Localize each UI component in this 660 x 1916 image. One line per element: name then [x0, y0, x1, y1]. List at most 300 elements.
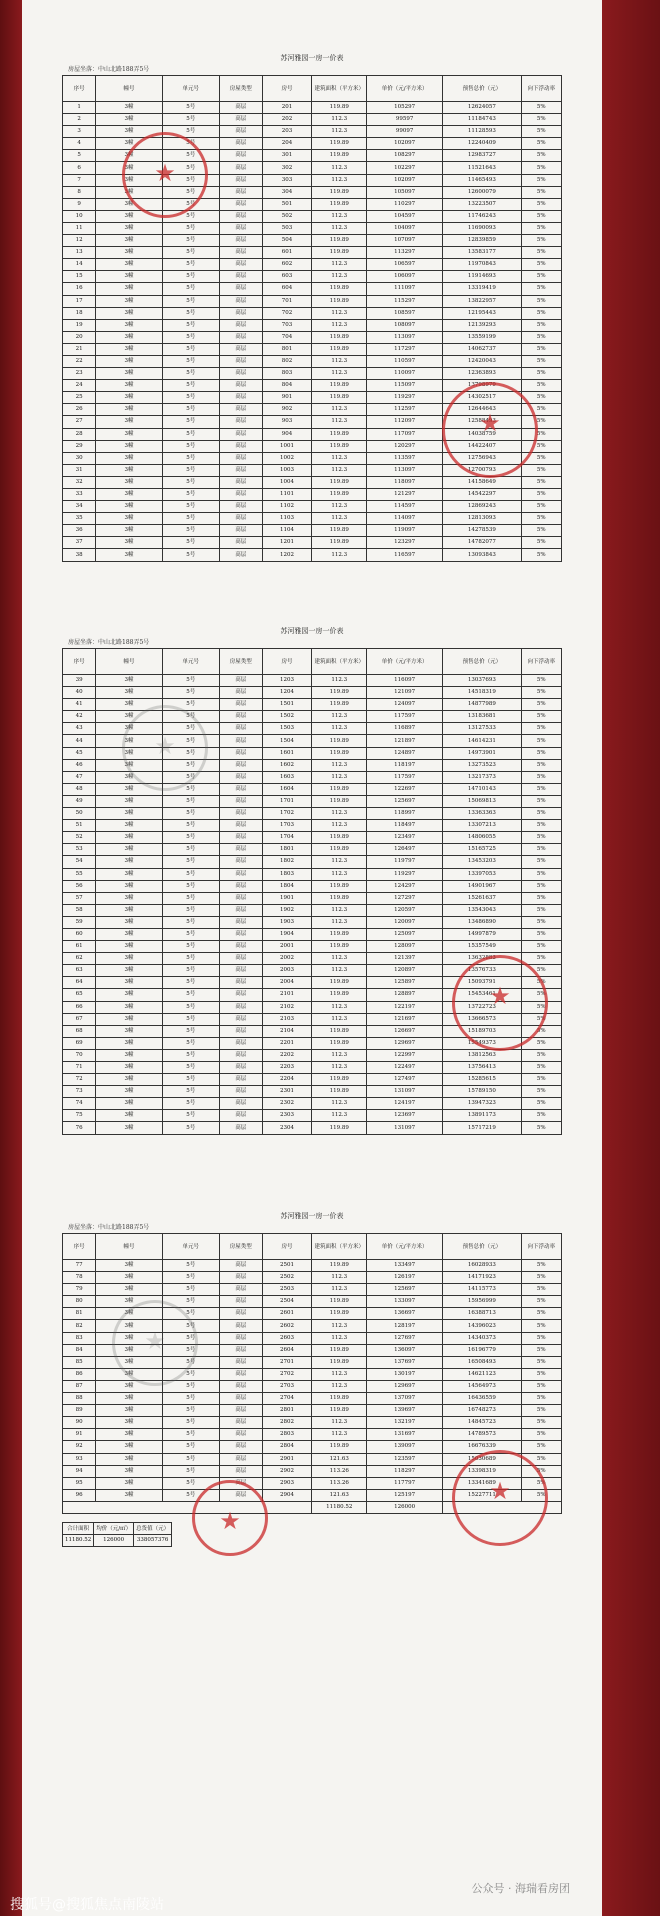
table-cell: 12600079: [443, 186, 521, 198]
table-cell: 5%: [521, 501, 561, 513]
table-cell: 高层: [219, 162, 262, 174]
table-cell: 110097: [367, 368, 443, 380]
table-cell: 27: [63, 416, 96, 428]
table-cell: 119.89: [312, 832, 367, 844]
table-cell: 高层: [219, 916, 262, 928]
table-cell: 703: [262, 319, 312, 331]
table-cell: 112.3: [312, 1272, 367, 1284]
table-cell: 119.89: [312, 1025, 367, 1037]
table-cell: 5%: [521, 977, 561, 989]
table-cell: 5%: [521, 892, 561, 904]
table-cell: 102297: [367, 162, 443, 174]
table-cell: 5号: [162, 1441, 219, 1453]
table-cell: 112.3: [312, 416, 367, 428]
table-cell: 高层: [219, 699, 262, 711]
table-row: [63, 501, 562, 513]
table-cell: 202: [262, 114, 312, 126]
table-cell: 136097: [367, 1344, 443, 1356]
table-cell: 3幢: [96, 295, 163, 307]
table-row: [63, 747, 562, 759]
table-cell: 119.89: [312, 102, 367, 114]
table-cell: 高层: [219, 820, 262, 832]
table-cell: 5%: [521, 186, 561, 198]
table-cell: 3幢: [96, 953, 163, 965]
table-cell: 122997: [367, 1049, 443, 1061]
table-cell: 15069813: [443, 795, 521, 807]
table-cell: 3幢: [96, 222, 163, 234]
table-cell: 5%: [521, 989, 561, 1001]
table-cell: 504: [262, 235, 312, 247]
table-row: [63, 759, 562, 771]
table-cell: 5%: [521, 1453, 561, 1465]
table-cell: 12363893: [443, 368, 521, 380]
table-cell: 3幢: [96, 1308, 163, 1320]
table-cell: 2704: [262, 1393, 312, 1405]
table-cell: 1801: [262, 844, 312, 856]
table-cell: 601: [262, 247, 312, 259]
table-cell: 高层: [219, 138, 262, 150]
table-cell: 2201: [262, 1037, 312, 1049]
table-cell: 3幢: [96, 380, 163, 392]
table-cell: 120297: [367, 440, 443, 452]
column-header: 单元号: [162, 76, 219, 102]
table-cell: 13398319: [443, 1465, 521, 1477]
table-cell: 3幢: [96, 283, 163, 295]
table-cell: 124197: [367, 1098, 443, 1110]
table-cell: 107097: [367, 235, 443, 247]
table-cell: 5%: [521, 102, 561, 114]
table-cell: 119.89: [312, 699, 367, 711]
table-cell: 12813093: [443, 513, 521, 525]
table-cell: 123497: [367, 832, 443, 844]
table-cell: 3幢: [96, 271, 163, 283]
table-cell: 119.89: [312, 1393, 367, 1405]
table-cell: 5%: [521, 295, 561, 307]
table-cell: 1503: [262, 723, 312, 735]
table-cell: 1002: [262, 452, 312, 464]
table-cell: 14518319: [443, 687, 521, 699]
table-cell: 49: [63, 795, 96, 807]
table-cell: 14115773: [443, 1284, 521, 1296]
table-cell: 60: [63, 928, 96, 940]
table-cell: 126197: [367, 1272, 443, 1284]
table-cell: 124897: [367, 747, 443, 759]
table-row: [63, 687, 562, 699]
table-cell: 117597: [367, 771, 443, 783]
table-row: [63, 416, 562, 428]
table-cell: 高层: [219, 965, 262, 977]
table-cell: 高层: [219, 355, 262, 367]
table-cell: 52: [63, 832, 96, 844]
table-cell: 7: [63, 174, 96, 186]
table-cell: 高层: [219, 319, 262, 331]
table-cell: 112.3: [312, 808, 367, 820]
column-header: 预售总价（元）: [443, 76, 521, 102]
table-cell: 5%: [521, 222, 561, 234]
table-cell: 114597: [367, 501, 443, 513]
table-cell: 105297: [367, 102, 443, 114]
table-cell: 3幢: [96, 114, 163, 126]
price-table: [62, 1233, 562, 1514]
table-cell: 133497: [367, 1260, 443, 1272]
table-row: [63, 1441, 562, 1453]
table-cell: 116097: [367, 675, 443, 687]
table-cell: 14171923: [443, 1272, 521, 1284]
table-cell: 3幢: [96, 307, 163, 319]
table-cell: 3幢: [96, 1098, 163, 1110]
table-cell: 5%: [521, 416, 561, 428]
column-header: 房屋类型: [219, 76, 262, 102]
table-cell: 16676339: [443, 1441, 521, 1453]
table-cell: 5号: [162, 186, 219, 198]
table-cell: 117297: [367, 343, 443, 355]
table-cell: 3幢: [96, 759, 163, 771]
table-cell: 113.26: [312, 1477, 367, 1489]
table-row: [63, 1429, 562, 1441]
table-cell: 5%: [521, 880, 561, 892]
table-cell: 13273523: [443, 759, 521, 771]
table-cell: 5%: [521, 210, 561, 222]
table-cell: 129697: [367, 1380, 443, 1392]
table-cell: 3幢: [96, 844, 163, 856]
table-cell: 3幢: [96, 965, 163, 977]
table-row: [63, 953, 562, 965]
table-cell: 3幢: [96, 259, 163, 271]
table-cell: 5号: [162, 832, 219, 844]
table-cell: 5号: [162, 928, 219, 940]
table-cell: 119.89: [312, 989, 367, 1001]
table-cell: 3幢: [96, 675, 163, 687]
table-cell: 2902: [262, 1465, 312, 1477]
table-cell: 13341689: [443, 1477, 521, 1489]
table-cell: 高层: [219, 1489, 262, 1501]
table-cell: 5%: [521, 953, 561, 965]
table-cell: 5%: [521, 1098, 561, 1110]
table-cell: 5%: [521, 820, 561, 832]
table-cell: 高层: [219, 771, 262, 783]
table-cell: 高层: [219, 1465, 262, 1477]
table-cell: 5%: [521, 464, 561, 476]
table-cell: 88: [63, 1393, 96, 1405]
table-cell: 15285615: [443, 1074, 521, 1086]
table-cell: 113.26: [312, 1465, 367, 1477]
table-cell: 5号: [162, 771, 219, 783]
table-cell: 112.3: [312, 319, 367, 331]
table-cell: 112.3: [312, 1320, 367, 1332]
table-cell: 119.89: [312, 343, 367, 355]
table-cell: 5%: [521, 675, 561, 687]
table-cell: 2504: [262, 1296, 312, 1308]
table-cell: 136697: [367, 1308, 443, 1320]
table-cell: 5%: [521, 1122, 561, 1134]
table-cell: 119.89: [312, 476, 367, 488]
table-cell: 5号: [162, 699, 219, 711]
table-cell: 5号: [162, 1074, 219, 1086]
table-cell: 119.89: [312, 186, 367, 198]
table-cell: 3幢: [96, 735, 163, 747]
table-cell: 3幢: [96, 1260, 163, 1272]
table-cell: 14564973: [443, 1380, 521, 1392]
table-cell: 高层: [219, 1260, 262, 1272]
table-cell: 108297: [367, 150, 443, 162]
table-cell: 3幢: [96, 723, 163, 735]
table-cell: 11: [63, 222, 96, 234]
table-cell: 高层: [219, 1013, 262, 1025]
table-cell: 201: [262, 102, 312, 114]
table-cell: 5%: [521, 1025, 561, 1037]
column-header: 序号: [63, 1234, 96, 1260]
table-cell: 113597: [367, 452, 443, 464]
table-cell: 14158649: [443, 476, 521, 488]
table-cell: 702: [262, 307, 312, 319]
table-cell: 3幢: [96, 1122, 163, 1134]
table-cell: 高层: [219, 747, 262, 759]
table-cell: 15261637: [443, 892, 521, 904]
table-cell: 2502: [262, 1272, 312, 1284]
table-cell: 14422407: [443, 440, 521, 452]
table-cell: 131097: [367, 1122, 443, 1134]
column-header: 单元号: [162, 649, 219, 675]
table-cell: 3幢: [96, 1380, 163, 1392]
table-cell: 高层: [219, 368, 262, 380]
table-cell: 112.3: [312, 1001, 367, 1013]
table-cell: 16196779: [443, 1344, 521, 1356]
table-cell: 1504: [262, 735, 312, 747]
table-cell: 3幢: [96, 1441, 163, 1453]
column-header: 幢号: [96, 649, 163, 675]
table-cell: 5号: [162, 343, 219, 355]
table-cell: 15549373: [443, 1037, 521, 1049]
table-cell: 2901: [262, 1453, 312, 1465]
table-cell: 高层: [219, 247, 262, 259]
table-cell: 125197: [367, 1489, 443, 1501]
table-row: [63, 489, 562, 501]
table-cell: 高层: [219, 904, 262, 916]
table-cell: 5号: [162, 820, 219, 832]
table-cell: 5号: [162, 1332, 219, 1344]
table-cell: 63: [63, 965, 96, 977]
table-row: [63, 102, 562, 114]
table-cell: 16: [63, 283, 96, 295]
table-cell: 119.89: [312, 783, 367, 795]
table-cell: 5%: [521, 440, 561, 452]
table-cell: 121097: [367, 687, 443, 699]
table-cell: 33: [63, 489, 96, 501]
table-cell: 119097: [367, 525, 443, 537]
table-cell: 3幢: [96, 1272, 163, 1284]
table-cell: 132197: [367, 1417, 443, 1429]
table-row: [63, 1086, 562, 1098]
table-cell: 112.3: [312, 162, 367, 174]
column-header: 向下浮动率: [521, 649, 561, 675]
table-cell: 122197: [367, 1001, 443, 1013]
table-cell: 高层: [219, 844, 262, 856]
table-cell: 68: [63, 1025, 96, 1037]
table-cell: 13307213: [443, 820, 521, 832]
table-cell: 5%: [521, 1062, 561, 1074]
table-cell: 5号: [162, 759, 219, 771]
table-cell: 高层: [219, 1380, 262, 1392]
table-cell: 5号: [162, 808, 219, 820]
table-cell: 高层: [219, 1049, 262, 1061]
table-cell: 112.3: [312, 368, 367, 380]
total-area: 11180.52: [312, 1501, 367, 1513]
table-cell: 5号: [162, 916, 219, 928]
table-row: [63, 1393, 562, 1405]
table-cell: 5%: [521, 1086, 561, 1098]
table-cell: 5号: [162, 102, 219, 114]
table-cell: 3幢: [96, 174, 163, 186]
table-cell: 3幢: [96, 1429, 163, 1441]
table-cell: 110297: [367, 198, 443, 210]
table-cell: 129697: [367, 1037, 443, 1049]
table-cell: 14340373: [443, 1332, 521, 1344]
table-cell: 5%: [521, 259, 561, 271]
table-cell: 1703: [262, 820, 312, 832]
table-cell: 高层: [219, 723, 262, 735]
table-cell: 123697: [367, 1110, 443, 1122]
column-header: 预售总价（元）: [443, 649, 521, 675]
table-row: [63, 1284, 562, 1296]
table-cell: 2103: [262, 1013, 312, 1025]
table-cell: 高层: [219, 1308, 262, 1320]
column-header: 向下浮动率: [521, 1234, 561, 1260]
table-cell: 80: [63, 1296, 96, 1308]
table-cell: 12240409: [443, 138, 521, 150]
table-cell: 3幢: [96, 1417, 163, 1429]
table-cell: 113097: [367, 464, 443, 476]
table-cell: 15453461: [443, 989, 521, 1001]
column-header: 单元号: [162, 1234, 219, 1260]
table-cell: 高层: [219, 1122, 262, 1134]
table-cell: 133097: [367, 1296, 443, 1308]
table-cell: 15789150: [443, 1086, 521, 1098]
table-cell: 3幢: [96, 711, 163, 723]
table-cell: 1204: [262, 687, 312, 699]
table-row: [63, 295, 562, 307]
table-row: [63, 1098, 562, 1110]
table-cell: 2302: [262, 1098, 312, 1110]
table-cell: 104097: [367, 222, 443, 234]
table-cell: 1: [63, 102, 96, 114]
table-cell: 17: [63, 295, 96, 307]
table-cell: 14062737: [443, 343, 521, 355]
table-cell: 高层: [219, 343, 262, 355]
table-cell: 45: [63, 747, 96, 759]
table-cell: 112.3: [312, 1332, 367, 1344]
table-cell: 112.3: [312, 259, 367, 271]
table-cell: 119.89: [312, 795, 367, 807]
sheet-address: 房屋坐落：中山北路188弄5号: [68, 1224, 150, 1231]
table-cell: 118497: [367, 820, 443, 832]
table-row: [63, 331, 562, 343]
table-cell: 3幢: [96, 331, 163, 343]
table-cell: 5号: [162, 711, 219, 723]
table-cell: 5%: [521, 271, 561, 283]
table-cell: 1901: [262, 892, 312, 904]
table-cell: 5号: [162, 513, 219, 525]
table-cell: 高层: [219, 198, 262, 210]
table-row: [63, 198, 562, 210]
table-cell: 13543043: [443, 904, 521, 916]
table-cell: 3幢: [96, 368, 163, 380]
table-cell: 5%: [521, 235, 561, 247]
table-cell: 112.3: [312, 916, 367, 928]
table-cell: 5号: [162, 1429, 219, 1441]
table-cell: 高层: [219, 331, 262, 343]
table-cell: 5%: [521, 1380, 561, 1392]
table-cell: 3幢: [96, 1368, 163, 1380]
table-cell: 5号: [162, 247, 219, 259]
table-row: [63, 114, 562, 126]
table-cell: 2101: [262, 989, 312, 1001]
table-cell: 112.3: [312, 501, 367, 513]
table-cell: 127497: [367, 1074, 443, 1086]
table-cell: 3幢: [96, 1356, 163, 1368]
table-cell: 高层: [219, 150, 262, 162]
table-cell: 13037693: [443, 675, 521, 687]
source-watermark: 搜狐号@搜狐焦点南陵站: [10, 1897, 164, 1913]
table-cell: 21: [63, 343, 96, 355]
table-cell: 5%: [521, 711, 561, 723]
table-cell: 13798979: [443, 380, 521, 392]
table-row: [63, 977, 562, 989]
table-cell: 112.3: [312, 759, 367, 771]
table-cell: 高层: [219, 174, 262, 186]
table-cell: 87: [63, 1380, 96, 1392]
table-row: [63, 723, 562, 735]
table-cell: 131097: [367, 1086, 443, 1098]
table-cell: 3幢: [96, 476, 163, 488]
table-cell: 121.63: [312, 1453, 367, 1465]
table-cell: 128197: [367, 1320, 443, 1332]
table-cell: 5%: [521, 771, 561, 783]
table-cell: 3幢: [96, 1296, 163, 1308]
table-cell: 83: [63, 1332, 96, 1344]
table-cell: 14901967: [443, 880, 521, 892]
table-cell: 112.3: [312, 174, 367, 186]
table-cell: 2301: [262, 1086, 312, 1098]
table-cell: 5号: [162, 1417, 219, 1429]
table-row: [63, 525, 562, 537]
table-cell: 3幢: [96, 210, 163, 222]
table-cell: 5号: [162, 1110, 219, 1122]
table-row: [63, 452, 562, 464]
table-cell: 112.3: [312, 711, 367, 723]
table-cell: 112.3: [312, 210, 367, 222]
table-cell: 112.3: [312, 868, 367, 880]
table-cell: 1802: [262, 856, 312, 868]
table-cell: 3幢: [96, 150, 163, 162]
table-row: [63, 307, 562, 319]
table-cell: 44: [63, 735, 96, 747]
table-cell: 13093843: [443, 549, 521, 561]
table-row: [63, 150, 562, 162]
table-cell: 502: [262, 210, 312, 222]
table-cell: 112097: [367, 416, 443, 428]
table-cell: 14789573: [443, 1429, 521, 1441]
table-cell: 高层: [219, 1272, 262, 1284]
table-cell: 5号: [162, 537, 219, 549]
table-cell: 5号: [162, 138, 219, 150]
table-cell: 高层: [219, 549, 262, 561]
table-cell: 5%: [521, 138, 561, 150]
table-cell: 112.3: [312, 771, 367, 783]
column-header: 房号: [262, 649, 312, 675]
table-cell: 11521643: [443, 162, 521, 174]
table-cell: 高层: [219, 1037, 262, 1049]
table-row: [63, 1001, 562, 1013]
